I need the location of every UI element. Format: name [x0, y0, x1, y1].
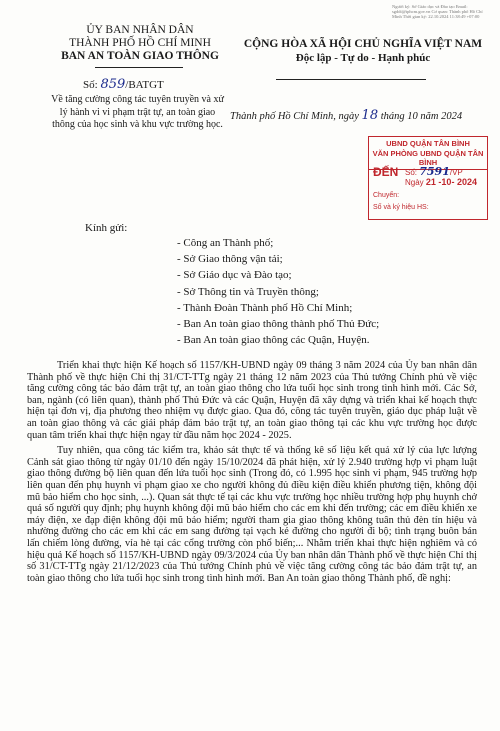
stamp-ngay-value: 21 -10- 2024 [425, 177, 477, 187]
document-subject: Về tăng cường công tác tuyên truyền và xử lý hành vi vi phạm trật tự, an toàn giao thông của học sinh và khu vực trường học. [51, 94, 224, 130]
national-motto: Độc lập - Tự do - Hạnh phúc [295, 52, 431, 64]
recipient-item: - Sở Thông tin và Truyền thông; [177, 285, 319, 298]
ref-prefix: Số: [83, 79, 98, 91]
recipient-item: - Công an Thành phố; [177, 237, 274, 249]
date-day-handwritten: 18 [361, 108, 379, 123]
recipient-list [177, 235, 477, 348]
header-divider-right [276, 79, 426, 80]
stamp-so-label: Số: [405, 168, 418, 177]
document-reference-number [83, 77, 164, 92]
document-date [230, 108, 462, 123]
stamp-ngay-label: Ngày [405, 178, 424, 187]
recipient-item: - Thành Đoàn Thành phố Hồ Chí Minh; [177, 301, 353, 314]
stamp-row-1: UBND QUẬN TÂN BÌNH [386, 139, 470, 148]
stamp-row-2: VĂN PHÒNG UBND QUẬN TÂN BÌNH [369, 149, 487, 170]
date-suffix: tháng 10 năm 2024 [380, 111, 463, 122]
national-header [243, 38, 483, 66]
recipient-item: - Ban An toàn giao thông các Quận, Huyện. [177, 334, 370, 347]
stamp-so-ky-hieu: Số và ký hiệu HS: [373, 204, 429, 211]
stamp-den-label: ĐẾN [373, 165, 399, 179]
stamp-chuyen: Chuyển: [373, 192, 400, 199]
body-paragraph: Triển khai thực hiện Kế hoạch số 1157/KH-UBND ngày 09 tháng 3 năm 2024 của Ủy ban nhân dân Thành phố về thực hiện Chỉ thị 31/CT-TTg ngày 21 tháng 12 năm 2023 của Thủ tướng Chính phủ về việc tăng cường công tác bảo đảm trật tự, an toàn giao thông cho lứa tuổi học sinh trong tình hình mới. Các Sở, ban, ngành (có liên quan), thành phố Thủ Đức và các Quận, Huyện đã xây dựng và triển khai kế hoạch thực hiện tại đơn vị, địa phương theo nhiệm vụ được giao. Qua đó, công tác tuyên truyền, giáo dục pháp luật về an toàn giao thông và các giải pháp đảm bảo trật tự, an toàn giao thông tại các khu vực trường học được quan tâm triển khai thực hiện ngay từ đầu năm học 2024 - 2025. [27, 360, 477, 441]
receipt-stamp [368, 136, 488, 220]
salutation-label: Kính gửi: [85, 222, 128, 234]
agency-line-1: ỦY BAN NHÂN DÂN [86, 24, 194, 36]
stamp-so-suffix: /VP [449, 168, 463, 177]
issuing-agency-header [40, 24, 240, 63]
recipient-item: - Sở Giao thông vận tải; [177, 253, 283, 266]
national-title: CỘNG HÒA XÃ HỘI CHỦ NGHĨA VIỆT NAM [243, 38, 483, 50]
ref-handwritten: 859 [100, 77, 126, 92]
header-divider-left [95, 67, 183, 68]
date-prefix: Thành phố Hồ Chí Minh, ngày [230, 111, 359, 122]
recipient-item: - Sở Giáo dục và Đào tạo; [177, 269, 292, 282]
ref-suffix: /BATGT [125, 79, 164, 91]
document-body [27, 360, 477, 588]
stamp-ngay [405, 177, 477, 187]
digital-signature-info: Người ký: Sở Giáo dục và Đào tạo Email: sgddt@tphcm.gov.vn Cơ quan: Thành phố Hồ Chí Minh Thời gian ký: 22.10.2024 11:38:49 +07:00 [392, 4, 483, 19]
stamp-so-value: 7591 [419, 165, 450, 178]
recipient-item: - Ban An toàn giao thông thành phố Thủ Đức; [177, 318, 380, 331]
agency-line-2: THÀNH PHỐ HỒ CHÍ MINH [69, 37, 211, 49]
agency-line-3: BAN AN TOÀN GIAO THÔNG [61, 50, 219, 62]
body-paragraph: Tuy nhiên, qua công tác kiểm tra, khảo sát thực tế và thống kê số liệu kết quả xử lý của lực lượng Cảnh sát giao thông từ ngày 01/10 đến ngày 15/10/2024 đã phát hiện, xử lý 2.940 trường hợp vi phạm luật giao thông đường bộ liên quan đến lứa tuổi học sinh (Trong đó, có 1.995 học sinh vi phạm, 945 trường hợp liên quan đến phụ huynh vi phạm giao xe cho người không đủ điều kiện điều khiển phương tiện, không đội mũ bảo hiểm cho học sinh, ...). Quan sát thực tế tại các khu vực trường học nhiều trường hợp phụ huynh chở quá số người quy định; phụ huynh không đội mũ bảo hiểm cho các em khi đến trường; các em điều khiển xe máy điện, xe đạp điện không đội mũ bảo hiểm; người tham gia giao thông không tuân thủ đèn tín hiệu và nhường đường cho các em khi các em sang đường tại vạch kẻ đường cho người đi bộ; tình trạng buôn bán lấn chiếm lòng đường, vỉa hè tại các cổng trường còn phổ biến;... Nhằm triển khai thực hiện nghiêm và có hiệu quả Kế hoạch số 1157/KH-UBND ngày 09/3/2024 của Ủy ban nhân dân Thành phố về thực hiện Chỉ thị số 31/CT-TTg ngày 21/12/2023 của Thủ tướng Chính phủ về việc tăng cường công tác bảo đảm trật tự, an toàn giao thông cho lứa tuổi học sinh trong tình hình mới. Ban An toàn giao thông Thành phố, đề nghị: [27, 445, 477, 584]
